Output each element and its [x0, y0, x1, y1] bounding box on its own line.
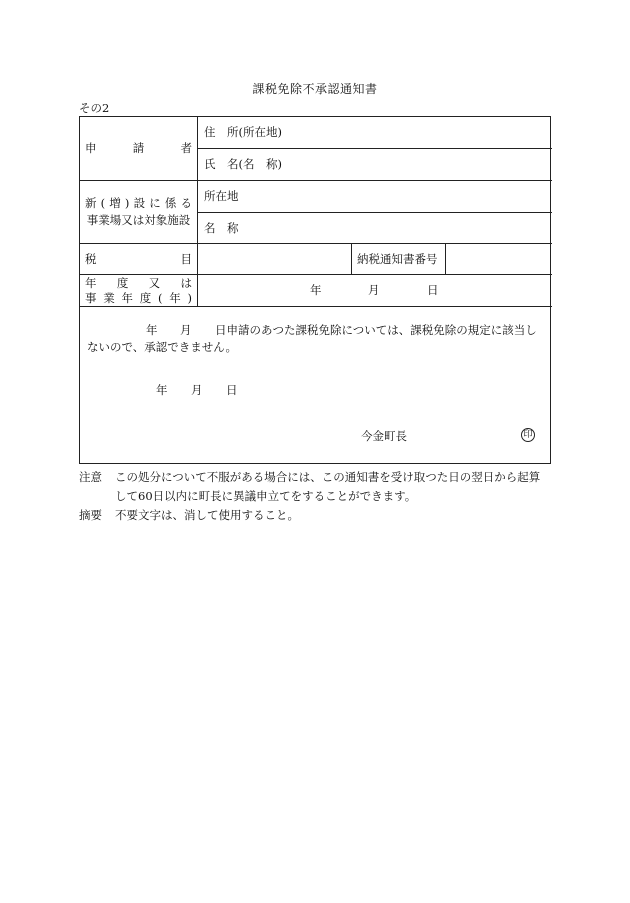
label-char: ( [158, 291, 163, 305]
signer-title: 今金町長 [361, 429, 407, 443]
location-label: 所在地 [204, 189, 239, 203]
date-month: 月 [368, 283, 380, 297]
tax-notice-number-label: 納税通知書番号 [357, 252, 438, 266]
issue-year: 年 [156, 383, 168, 397]
note-label: 注意 [79, 470, 102, 484]
label-char: 新 [85, 196, 97, 210]
applicant-label [85, 141, 192, 155]
label-char: 設 [133, 196, 146, 210]
rule-facility-mid [198, 212, 552, 213]
label-char: 年 [85, 276, 97, 290]
label-char: 度 [116, 276, 129, 290]
label-char: ) [124, 196, 130, 210]
label-char: 申 [85, 141, 97, 155]
issue-month: 月 [191, 383, 203, 397]
label-char: 目 [180, 252, 192, 266]
date-day: 日 [427, 283, 439, 297]
date-year: 年 [310, 283, 322, 297]
label-char: 事 [85, 291, 97, 305]
rule-applicant-mid [198, 148, 552, 149]
label-char: ) [187, 291, 192, 305]
body-line1: 日申請のあつた課税免除については、課税免除の規定に該当し [215, 323, 537, 337]
note-text: この処分について不服がある場合には、この通知書を受け取つた日の翌日から起算して60日以内に町長に異議申立てをすることができます。 [115, 470, 541, 503]
rule-label-column [197, 117, 198, 306]
seal-mark: 印 [521, 428, 535, 442]
facility-label-line2: 事業場又は対象施設 [86, 213, 191, 227]
label-char: 増 [109, 196, 121, 210]
label-char: は [180, 276, 192, 290]
label-char: 税 [85, 252, 97, 266]
label-char: る [180, 196, 192, 210]
note-remarks [79, 506, 551, 525]
label-char: 度 [139, 291, 152, 305]
rule-applicant-bottom [80, 180, 552, 181]
label-char: 年 [121, 291, 133, 305]
rule-facility-bottom [80, 243, 552, 244]
body-line2: ないので、承認できません。 [87, 340, 237, 354]
notice-table [79, 116, 551, 464]
name-label: 氏 名(名 称) [204, 157, 282, 171]
rule-tax-split [351, 243, 352, 274]
note-label: 摘要 [79, 508, 102, 522]
document-title: 課税免除不承認通知書 [252, 82, 378, 96]
year-label-line1 [85, 276, 192, 290]
address-label: 住 所(所在地) [204, 125, 282, 139]
rule-tax-bottom [80, 274, 552, 275]
body-month: 月 [180, 323, 192, 337]
rule-year-bottom [80, 306, 552, 307]
issue-day: 日 [226, 383, 238, 397]
body-year: 年 [146, 323, 158, 337]
notes-section [79, 468, 551, 525]
label-char: 業 [103, 291, 115, 305]
label-char: 者 [180, 141, 192, 155]
note-text: 不要文字は、消して使用すること。 [115, 508, 299, 522]
label-char: 年 [169, 291, 181, 305]
form-number: その2 [79, 101, 110, 115]
label-char: 係 [164, 196, 177, 210]
year-label-line2 [85, 291, 192, 305]
facility-name-label: 名 称 [204, 221, 239, 235]
facility-label-line1 [85, 196, 192, 210]
note-caution [79, 468, 551, 506]
label-char: 又 [148, 276, 161, 290]
tax-item-label [85, 252, 192, 266]
label-char: に [149, 196, 161, 210]
rule-tax-notice-split [445, 243, 446, 274]
label-char: 請 [132, 141, 145, 155]
label-char: ( [100, 196, 106, 210]
